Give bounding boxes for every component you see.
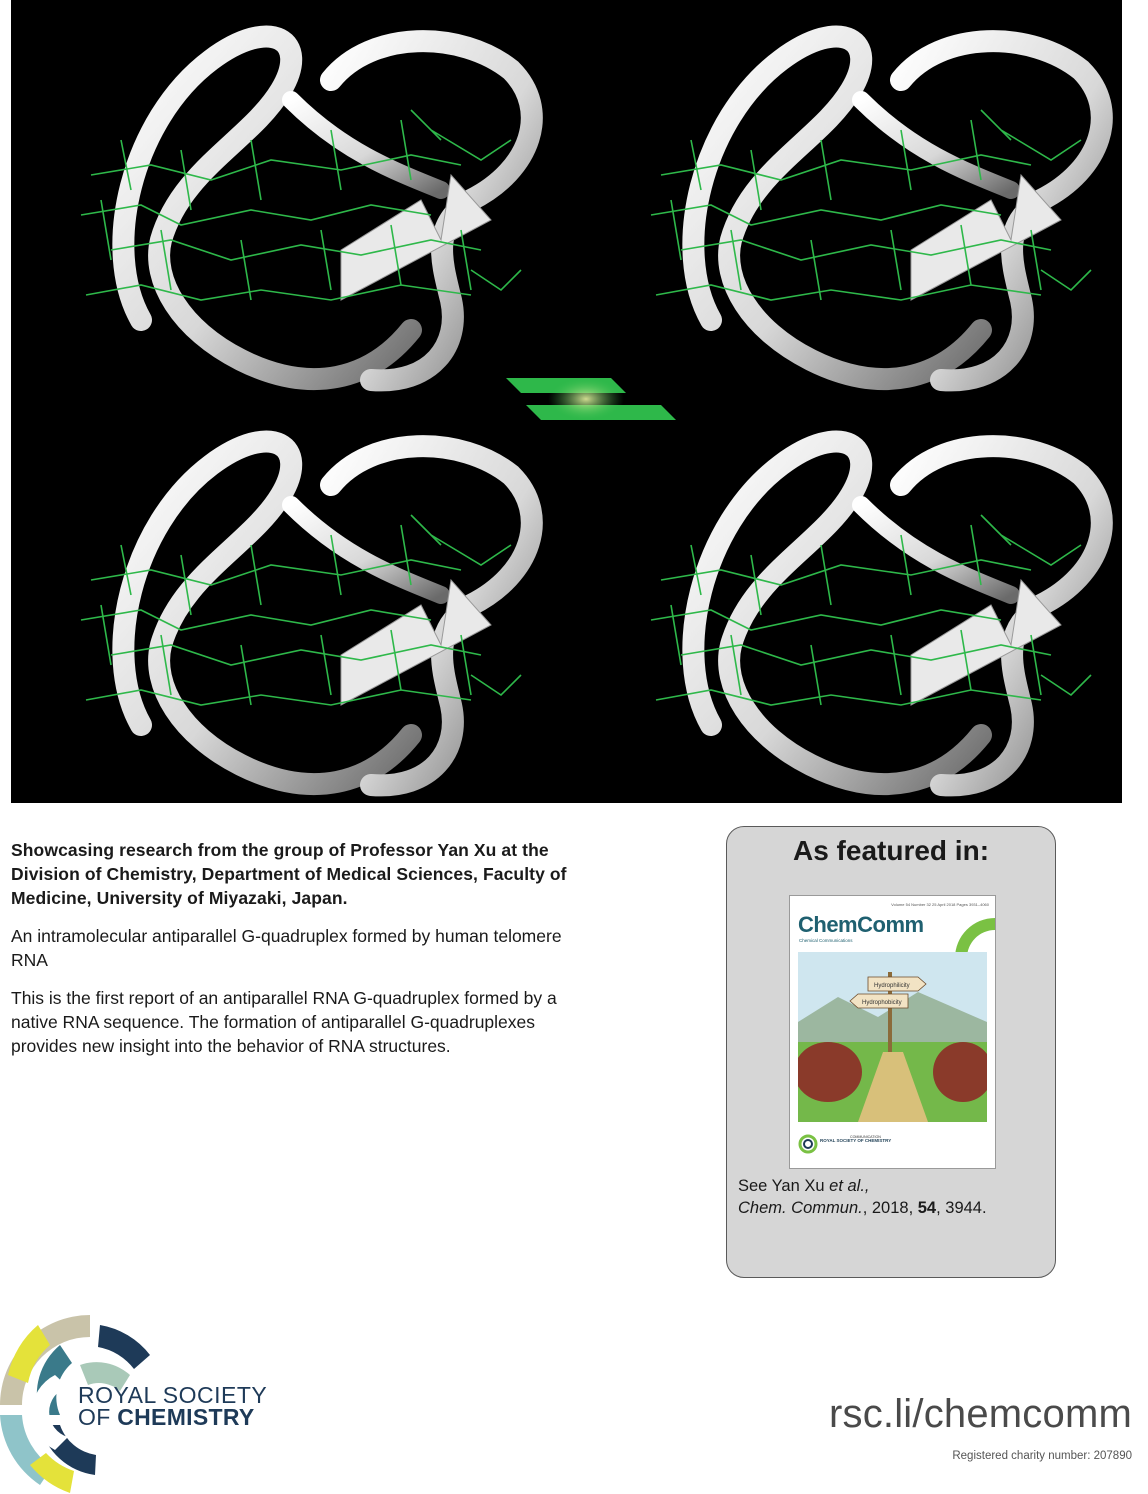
citation xyxy=(738,1175,987,1219)
rsc-line2-prefix: OF xyxy=(78,1404,118,1430)
citation-prefix: See Yan Xu xyxy=(738,1177,830,1195)
cover-masthead: ChemComm xyxy=(798,912,924,937)
citation-pages: , 3944. xyxy=(936,1199,987,1217)
cover-publisher: ROYAL SOCIETY OF CHEMISTRY xyxy=(820,1138,892,1143)
article-title: An intramolecular antiparallel G-quadruplex formed by human telomere RNA xyxy=(11,926,562,970)
charity-number: Registered charity number: 207890 xyxy=(952,1450,1132,1462)
citation-volume: 54 xyxy=(917,1199,937,1217)
cover-rsc-logo-icon xyxy=(798,1134,818,1154)
journal-url-link[interactable]: rsc.li/chemcomm xyxy=(828,1392,1132,1436)
cover-issue-line: Volume 54 Number 32 25 April 2018 Pages 3931–4060 xyxy=(891,902,989,907)
rsc-line1: ROYAL SOCIETY xyxy=(78,1382,268,1408)
rsc-line2 xyxy=(78,1406,267,1428)
hero-image xyxy=(11,0,1122,803)
cover-footer xyxy=(798,1126,987,1162)
citation-journal: Chem. Commun. xyxy=(738,1199,863,1217)
citation-etal: et al., xyxy=(829,1177,870,1195)
journal-cover[interactable] xyxy=(789,895,996,1169)
showcase-lead: Showcasing research from the group of Professor Yan Xu at the Division of Chemistry, Department of Medical Sciences, Faculty of Medicine, University of Miyazaki, Japan. xyxy=(11,840,567,908)
cover-sign-top: Hydrophilicity xyxy=(874,983,910,989)
featured-heading: As featured in: xyxy=(792,835,990,866)
featured-in-box xyxy=(726,826,1056,1278)
stacking-symbol xyxy=(506,377,676,421)
rsc-line2-bold: CHEMISTRY xyxy=(117,1404,255,1430)
cover-sign-bottom: Hydrophobicity xyxy=(862,1000,902,1006)
article-summary: This is the first report of an antiparallel RNA G-quadruplex formed by a native RNA sequence. The formation of antiparallel G-quadruplexes provides new insight into the behavior of RNA structures. xyxy=(11,988,557,1056)
showcase-text xyxy=(11,838,571,1072)
cover-subtitle: Chemical Communications xyxy=(799,938,853,943)
rsc-wordmark xyxy=(78,1384,267,1428)
citation-year: , 2018, xyxy=(862,1199,918,1217)
cover-communication: COMMUNICATION xyxy=(850,1135,881,1139)
g-quadruplex-illustration xyxy=(11,0,1122,803)
cover-artwork xyxy=(798,952,987,1122)
